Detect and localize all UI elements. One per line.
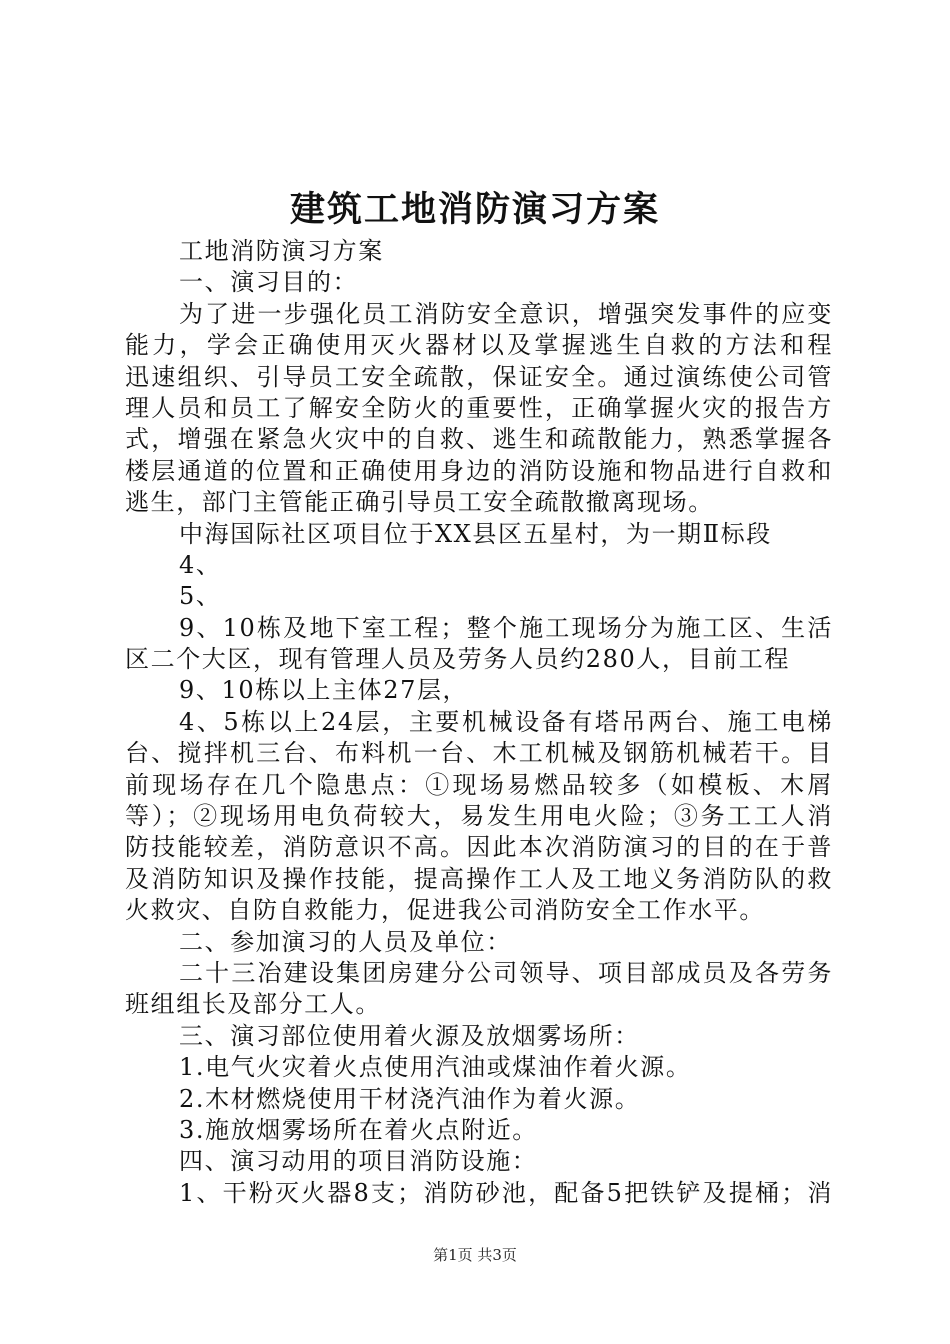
body-line: 台、搅拌机三台、布料机一台、木工机械及钢筋机械若干。目 (125, 739, 833, 768)
body-line: 理人员和员工了解安全防火的重要性，正确掌握火灾的报告方 (125, 393, 833, 422)
body-line: 及消防知识及操作技能，提高操作工人及工地义务消防队的救 (125, 864, 833, 893)
body-line: 班组组长及部分工人。 (125, 990, 381, 1019)
body-line: 能力，学会正确使用灭火器材以及掌握逃生自救的方法和程 (125, 331, 833, 360)
body-line: 区二个大区，现有管理人员及劳务人员约280人，目前工程 (125, 645, 791, 674)
body-line: 2.木材燃烧使用干材浇汽油作为着火源。 (179, 1084, 641, 1113)
body-line: 三、演习部位使用着火源及放烟雾场所： (179, 1021, 640, 1050)
body-line: 逃生，部门主管能正确引导员工安全疏散撤离现场。 (125, 488, 714, 517)
body-line: 等）；②现场用电负荷较大，易发生用电火险；③务工工人消 (125, 802, 833, 831)
body-line: 防技能较差，消防意识不高。因此本次消防演习的目的在于普 (125, 833, 833, 862)
body-line: 3.施放烟雾场所在着火点附近。 (179, 1115, 538, 1144)
body-line: 二十三冶建设集团房建分公司领导、项目部成员及各劳务 (179, 958, 833, 987)
page-footer: 第1页 共3页 (433, 1246, 517, 1264)
document-body (125, 236, 833, 1209)
body-line: 迅速组织、引导员工安全疏散，保证安全。通过演练使公司管 (125, 362, 833, 391)
body-line: 9、10栋及地下室工程；整个施工现场分为施工区、生活 (179, 613, 833, 642)
body-line: 为了进一步强化员工消防安全意识，增强突发事件的应变 (179, 299, 833, 328)
body-line: 9、10栋以上主体27层， (179, 676, 469, 705)
body-line: 一、演习目的： (179, 268, 359, 297)
body-line: 中海国际社区项目位于XX县区五星村，为一期Ⅱ标段 (179, 519, 772, 548)
body-line: 四、演习动用的项目消防设施： (179, 1147, 538, 1176)
body-line: 5、 (179, 582, 222, 611)
body-line: 4、 (179, 550, 222, 579)
body-line: 式，增强在紧急火灾中的自救、逃生和疏散能力，熟悉掌握各 (125, 425, 833, 454)
body-line: 1.电气火灾着火点使用汽油或煤油作着火源。 (179, 1053, 692, 1082)
body-line: 4、5栋以上24层，主要机械设备有塔吊两台、施工电梯 (179, 707, 833, 736)
body-line: 二、参加演习的人员及单位： (179, 927, 512, 956)
body-line: 工地消防演习方案 (179, 237, 384, 265)
body-line: 1、干粉灭火器8支；消防砂池，配备5把铁铲及提桶；消 (179, 1178, 833, 1207)
body-line: 楼层通道的位置和正确使用身边的消防设施和物品进行自救和 (125, 456, 833, 485)
document-title: 建筑工地消防演习方案 (289, 189, 660, 230)
body-line: 前现场存在几个隐患点：①现场易燃品较多（如模板、木屑 (125, 770, 833, 799)
body-line: 火救灾、自防自救能力，促进我公司消防安全工作水平。 (125, 896, 765, 925)
